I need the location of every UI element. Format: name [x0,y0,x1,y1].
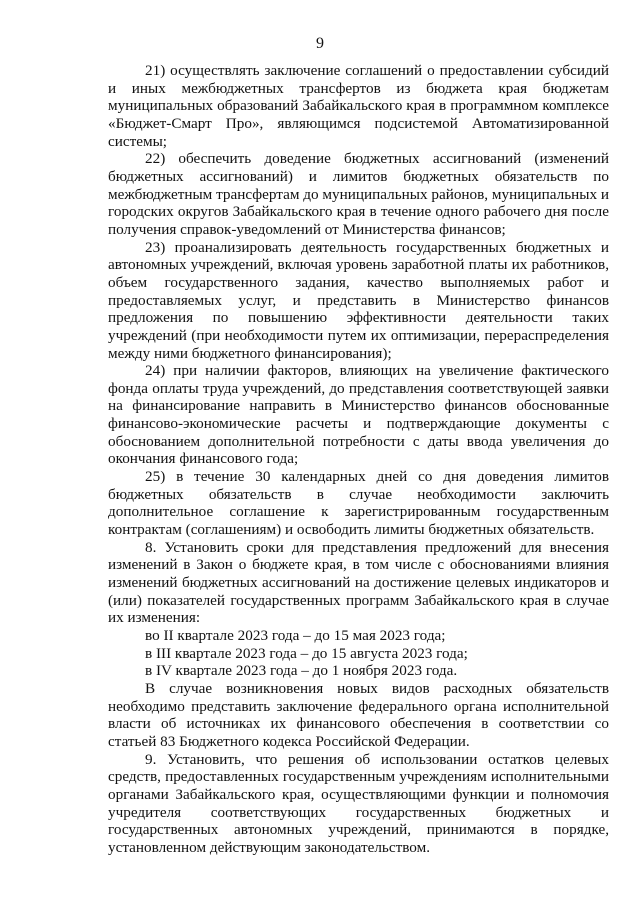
paragraph-section-8: 8. Установить сроки для представления предложений для внесения изменений в Закон о бюджете края, в том числе с обоснованиями влияния изменений бюджетных ассигнований на достижение целевых индикаторов и (или) показателей государственных программ Забайкальского края в случае их изменения: [108,538,609,627]
paragraph-item-22: 22) обеспечить доведение бюджетных ассигнований (изменений бюджетных ассигнований) и лимитов бюджетных обязательств по межбюджетным трансфертам до муниципальных районов, муниципальных и городских округов Забайкальского края в течение одного рабочего дня после получения справок-уведомлений от Министерства финансов; [108,150,609,238]
paragraph-item-24: 24) при наличии факторов, влияющих на увеличение фактического фонда оплаты труда учреждений, до представления соответствующей заявки на финансирование направить в Министерство финансов обоснованные финансово-экономические расчеты и подтверждающие документы с обоснованием дополнительной потребности с даты ввода увеличения до окончания финансового года; [108,362,609,468]
deadline-q2: во II квартале 2023 года – до 15 мая 2023 года; [145,627,446,644]
paragraph-item-25: 25) в течение 30 календарных дней со дня доведения лимитов бюджетных обязательств в случае необходимости заключить дополнительное соглашение к зарегистрированным государственным контрактам (соглашениям) и освободить лимиты бюджетных обязательств. [108,468,609,539]
paragraph-new-obligations: В случае возникновения новых видов расходных обязательств необходимо представить заключение федерального органа исполнительной власти об источниках их финансового обеспечения в соответствии со статьей 83 Бюджетного кодекса Российской Федерации. [108,679,609,750]
page-number: 9 [316,35,324,52]
paragraph-section-9: 9. Установить, что решения об использовании остатков целевых средств, предоставленных государственным учреждениям исполнительными органами Забайкальского края, осуществляющими функции и полномочия учредителя соответствующих государственных бюджетных и государственных автономных учреждений, принимаются в порядке, установленном действующим законодательством. [108,750,609,856]
document-body [108,62,609,857]
paragraph-item-23: 23) проанализировать деятельность государственных бюджетных и автономных учреждений, включая уровень заработной платы их работников, объем государственного задания, качество выполняемых работ и предоставляемых услуг, и представить в Министерство финансов предложения по повышению эффективности деятельности таких учреждений (при необходимости путем их оптимизации, перераспределения между ними бюджетного финансирования); [108,238,609,362]
deadline-q4: в IV квартале 2023 года – до 1 ноября 2023 года. [145,662,458,680]
paragraph-item-21: 21) осуществлять заключение соглашений о предоставлении субсидий и иных межбюджетных трансфертов из бюджета края бюджетам муниципальных образований Забайкальского края в программном комплексе «Бюджет-Смарт Про», являющимся подсистемой Автоматизированной системы; [108,62,609,150]
deadline-q3: в III квартале 2023 года – до 15 августа 2023 года; [145,644,468,662]
